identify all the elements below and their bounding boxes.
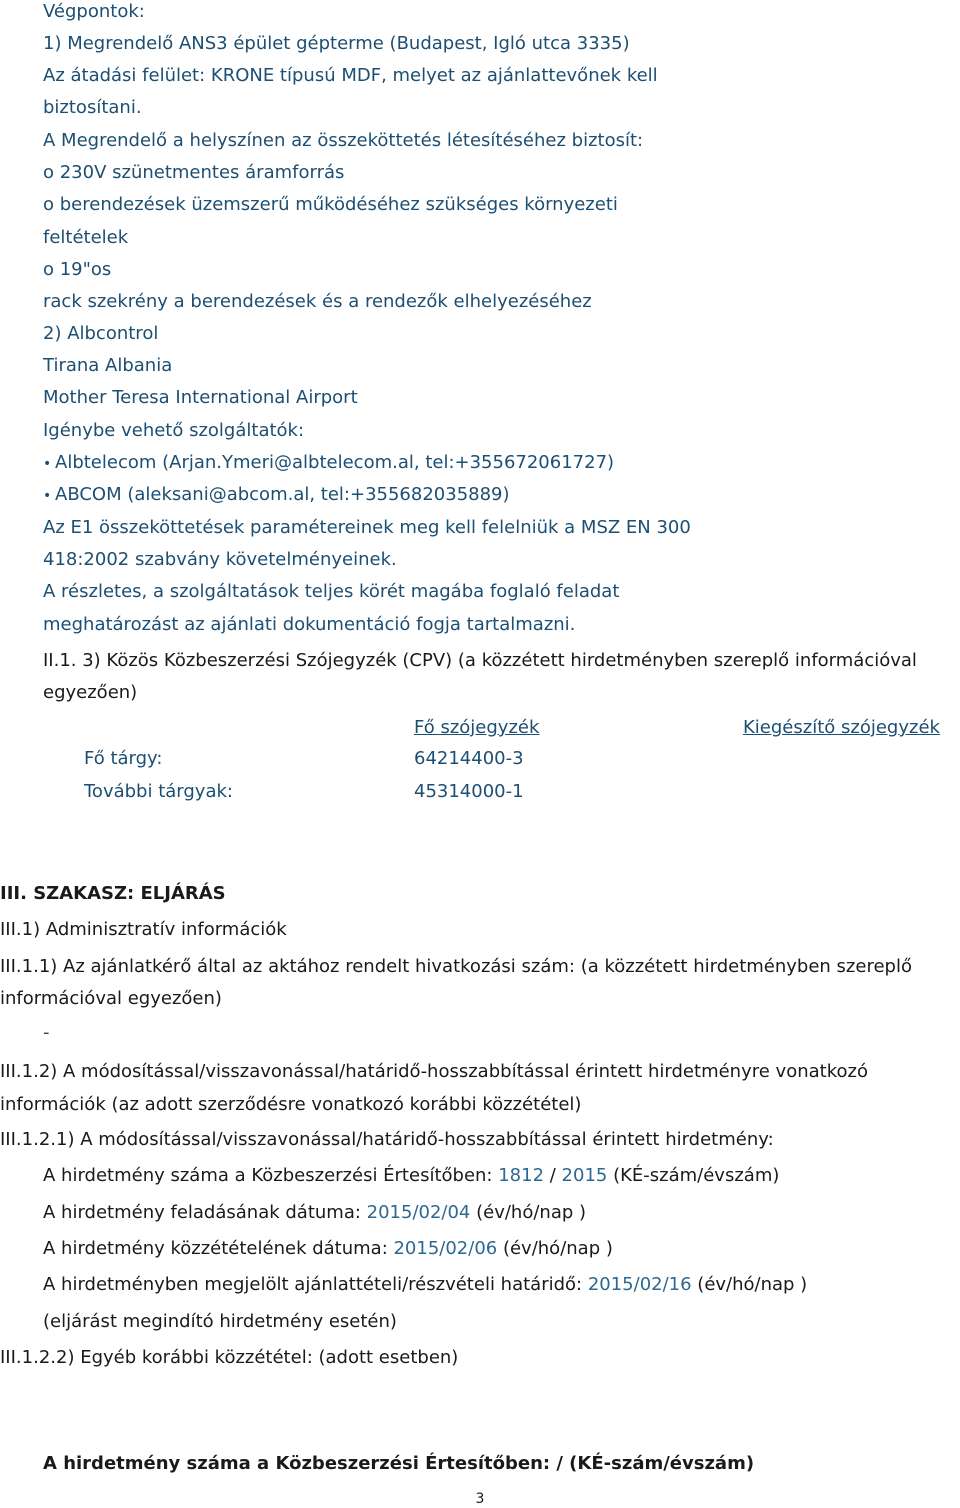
cpv-heading-cont: egyezően): [43, 682, 138, 703]
dispatch-date-suffix: (év/hó/nap ): [470, 1202, 587, 1223]
deadline-line: [43, 1274, 807, 1296]
reference-number-heading: III.1.1) Az ajánlatkérő által az aktához rendelt hivatkozási szám: (a közzétett hirdetményben szereplő: [0, 956, 912, 977]
modification-heading: III.1.2) A módosítással/visszavonással/határidő-hosszabbítással érintett hirdetményre vonatkozó: [0, 1061, 868, 1082]
notice-year-value: 2015: [561, 1165, 608, 1186]
endpoint-1-interface: Az átadási felület: KRONE típusú MDF, melyet az ajánlattevőnek kell: [43, 65, 658, 86]
affected-notice-heading: III.1.2.1) A módosítással/visszavonással/határidő-hosszabbítással érintett hirdetmény:: [0, 1129, 774, 1150]
reference-number-heading-cont: információval egyezően): [0, 988, 222, 1009]
other-publication-heading: III.1.2.2) Egyéb korábbi közzététel: (adott esetben): [0, 1347, 459, 1368]
provider-item: • ABCOM (aleksani@abcom.al, tel:+355682035889): [43, 484, 510, 507]
e1-requirement-cont: 418:2002 szabvány követelményeinek.: [43, 549, 397, 570]
publication-date-suffix: (év/hó/nap ): [497, 1238, 613, 1259]
endpoint-1-title: 1) Megrendelő ANS3 épület gépterme (Budapest, Igló utca 3335): [43, 33, 630, 54]
deadline-suffix: (év/hó/nap ): [691, 1274, 808, 1295]
endpoints-heading: Végpontok:: [43, 1, 145, 22]
cpv-main-code: 64214400-3: [414, 748, 524, 769]
cpv-main-label: Fő tárgy:: [84, 748, 163, 769]
notice-number-line: [43, 1165, 779, 1187]
deadline-value: 2015/02/16: [587, 1274, 692, 1295]
publication-date-value: 2015/02/06: [393, 1238, 498, 1259]
dispatch-date-line: [43, 1202, 586, 1224]
endpoint-1-item: o 19"os: [43, 259, 112, 280]
page-number: 3: [475, 1491, 485, 1507]
cpv-heading: II.1. 3) Közös Közbeszerzési Szójegyzék (CPV) (a közzétett hirdetményben szereplő információval: [43, 650, 917, 671]
notice-number-label: A hirdetmény száma a Közbeszerzési Értesítőben:: [43, 1165, 499, 1186]
deadline-note: (eljárást megindító hirdetmény esetén): [43, 1311, 397, 1332]
cpv-col-main: Fő szójegyzék: [414, 717, 540, 738]
detail-note: A részletes, a szolgáltatások teljes körét magába foglaló feladat: [43, 581, 620, 602]
cpv-other-label: További tárgyak:: [84, 781, 233, 802]
endpoint-1-provides: A Megrendelő a helyszínen az összeköttetés létesítéséhez biztosít:: [43, 130, 644, 151]
endpoint-1-item-cont: feltételek: [43, 227, 129, 248]
detail-note-cont: meghatározást az ajánlati dokumentáció fogja tartalmazni.: [43, 614, 576, 635]
publication-date-line: [43, 1238, 613, 1260]
endpoint-2-title: 2) Albcontrol: [43, 323, 159, 344]
dispatch-date-value: 2015/02/04: [366, 1202, 471, 1223]
services-heading: Igénybe vehető szolgáltatók:: [43, 420, 305, 441]
notice-number-separator: /: [544, 1165, 562, 1186]
endpoint-1-interface-cont: biztosítani.: [43, 97, 142, 118]
notice-number-value: 1812: [498, 1165, 545, 1186]
deadline-label: A hirdetményben megjelölt ajánlattételi/részvételi határidő:: [43, 1274, 588, 1295]
endpoint-2-airport: Mother Teresa International Airport: [43, 387, 358, 408]
section-3-title: III. SZAKASZ: ELJÁRÁS: [0, 883, 226, 904]
cpv-other-code: 45314000-1: [414, 781, 524, 802]
final-notice-number: A hirdetmény száma a Közbeszerzési Értesítőben: / (KÉ-szám/évszám): [43, 1453, 755, 1474]
reference-number-value: -: [43, 1022, 50, 1043]
cpv-col-supplementary: Kiegészítő szójegyzék: [743, 717, 940, 738]
publication-date-label: A hirdetmény közzétételének dátuma:: [43, 1238, 394, 1259]
admin-info-heading: III.1) Adminisztratív információk: [0, 919, 287, 940]
endpoint-1-item-cont: rack szekrény a berendezések és a rendezők elhelyezéséhez: [43, 291, 592, 312]
endpoint-1-item: o berendezések üzemszerű működéséhez szükséges környezeti: [43, 194, 618, 215]
modification-heading-cont: információk (az adott szerződésre vonatkozó korábbi közzététel): [0, 1094, 582, 1115]
dispatch-date-label: A hirdetmény feladásának dátuma:: [43, 1202, 367, 1223]
endpoint-1-item: o 230V szünetmentes áramforrás: [43, 162, 345, 183]
notice-number-suffix: (KÉ-szám/évszám): [607, 1165, 780, 1186]
e1-requirement: Az E1 összeköttetések paramétereinek meg kell felelniük a MSZ EN 300: [43, 517, 691, 538]
endpoint-2-city: Tirana Albania: [43, 355, 173, 376]
provider-item: • Albtelecom (Arjan.Ymeri@albtelecom.al, tel:+355672061727): [43, 452, 614, 475]
